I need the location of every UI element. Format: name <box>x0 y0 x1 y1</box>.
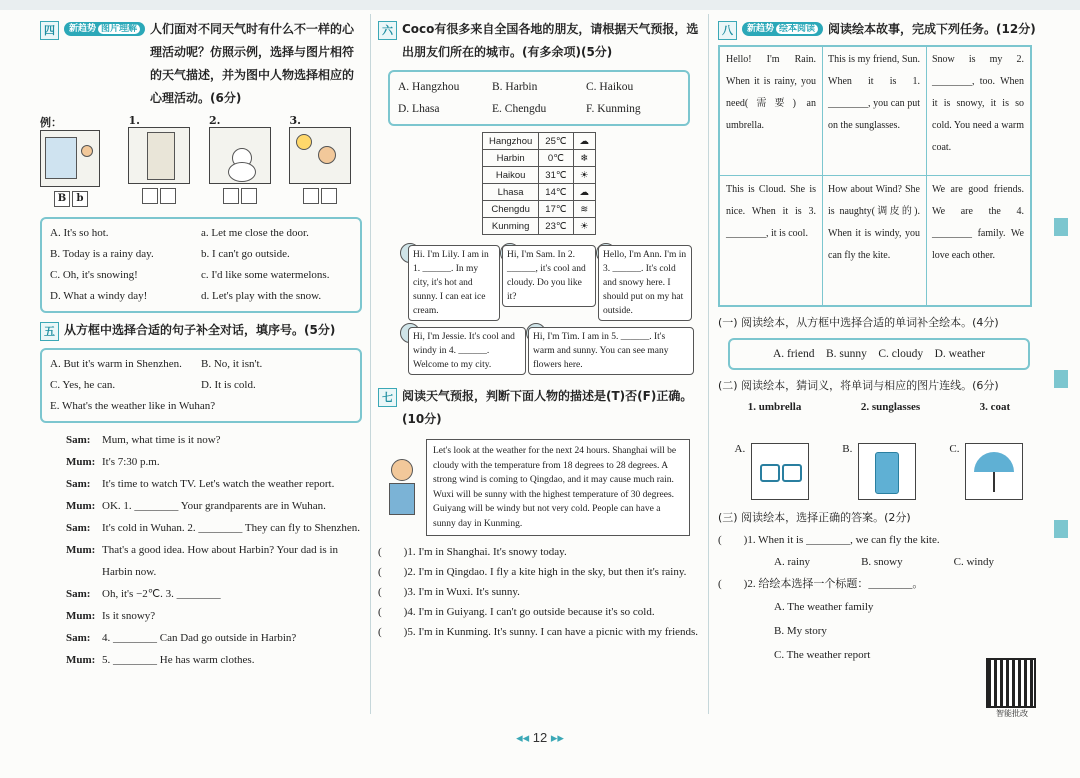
option: C. Yes, he can. <box>50 379 116 391</box>
option: B. My story <box>774 625 827 637</box>
word-options-box: A. friend B. sunny C. cloudy D. weather <box>728 338 1030 370</box>
boy-illustration-icon <box>384 459 418 529</box>
match-words <box>718 397 1040 417</box>
city-options-box <box>388 70 690 126</box>
option: B. snowy <box>861 556 903 568</box>
page-number: ◂◂ 12 ▸▸ <box>516 730 564 745</box>
option: D. What a windy day! <box>50 290 148 302</box>
option: A. rainy <box>774 556 811 568</box>
next-arrow-icon: ▸▸ <box>550 730 564 745</box>
list-item: ( )3. I'm in Wuxi. It's sunny. <box>378 586 520 598</box>
picture-label: C. <box>949 443 960 455</box>
question-1-options <box>774 551 994 573</box>
option: c. I'd like some watermelons. <box>201 269 330 281</box>
section-number: 五 <box>40 322 59 341</box>
section-title: 从方框中选择合适的句子补全对话，填序号。(5分) <box>64 323 336 337</box>
section-7-header <box>378 385 700 431</box>
column-divider <box>708 14 709 714</box>
sunglasses-icon <box>751 443 809 500</box>
table-row: Chengdu 17℃ ≋ <box>482 201 595 218</box>
section-number: 七 <box>378 388 397 407</box>
speech-bubbles <box>378 235 700 385</box>
picture-book <box>718 45 1032 307</box>
table-row: Lhasa 14℃ ☁ <box>482 184 595 201</box>
answer-box[interactable] <box>303 188 319 204</box>
options-box <box>40 217 362 313</box>
coat-icon <box>858 443 916 500</box>
task-2-header: (二) 阅读绘本，猜词义，将单词与相应的图片连线。(6分) <box>718 379 999 392</box>
column-divider <box>370 14 371 714</box>
side-tab <box>1054 520 1068 538</box>
section-number: 八 <box>718 21 737 40</box>
speech-bubble: Hello, I'm Ann. I'm in 3. ______. It's cold and snowy here. I should put on my hat outside. <box>598 245 692 321</box>
book-panel-rain: Hello! I'm Rain. When it is rainy, you need(需要) an umbrella. <box>726 54 816 131</box>
option: d. Let's play with the snow. <box>201 290 322 302</box>
option: F. Kunming <box>586 103 641 115</box>
book-panel-snow: Snow is my 2. ________, too. When it is snowy, it is so cold. You need a warm coat. <box>932 54 1024 153</box>
answer-box[interactable] <box>142 188 158 204</box>
task-1-header: (一) 阅读绘本，从方框中选择合适的单词补全绘本。(4分) <box>718 316 999 329</box>
column-middle <box>378 18 700 642</box>
option: C. windy <box>953 556 994 568</box>
table-row: Kunming 23℃ ☀ <box>482 218 595 235</box>
true-false-list <box>378 542 700 642</box>
dialog-line: Mum: That's a good idea. How about Harbin? Your dad is in Harbin now. <box>66 544 339 578</box>
option: E. What's the weather like in Wuhan? <box>50 400 216 412</box>
side-tab <box>1054 218 1068 236</box>
example-item: 例： B b <box>40 114 120 207</box>
option: b. I can't go outside. <box>201 248 290 260</box>
options-box <box>40 348 362 423</box>
option: a. Let me close the door. <box>201 227 309 239</box>
qr-label: 智能批改 <box>996 709 1028 718</box>
section-4-header <box>40 18 362 110</box>
dialog-line: Sam: Oh, it's −2℃. 3. ________ <box>66 588 221 600</box>
side-tab <box>1054 370 1068 388</box>
answer-box[interactable] <box>241 188 257 204</box>
match-pictures <box>718 443 1040 500</box>
dialog-line: Mum: OK. 1. ________ Your grandparents are in Wuhan. <box>66 500 326 512</box>
list-item: ( )2. I'm in Qingdao. I fly a kite high in the sky, but then it's rainy. <box>378 566 687 578</box>
question-1: ( )1. When it is ________, we can fly the kite. <box>718 534 940 546</box>
answer-box: b <box>72 191 88 207</box>
book-panel-family: We are good friends. We are the 4. ________ family. We love each other. <box>932 184 1024 261</box>
section-5-header <box>40 319 362 342</box>
book-panel-sun: This is my friend, Sun. When it is 1. ________, you can put on the sunglasses. <box>828 54 920 131</box>
picture-label: B. <box>842 443 853 455</box>
cloud-icon: ☁ <box>573 133 596 150</box>
cloud-icon: ☁ <box>573 184 596 201</box>
option: B. Harbin <box>492 81 538 93</box>
dialog <box>66 429 362 671</box>
dialog-line: Mum: 5. ________ He has warm clothes. <box>66 654 255 666</box>
task-3-header: (三) 阅读绘本，选择正确的答案。(2分) <box>718 511 911 524</box>
dialog-line: Sam: Mum, what time is it now? <box>66 434 221 446</box>
option: B. No, it isn't. <box>201 358 263 370</box>
option: C. The weather report <box>774 649 871 661</box>
section-title: 阅读天气预报，判断下面人物的描述是(T)否(F)正确。(10分) <box>402 389 693 426</box>
option: A. Hangzhou <box>398 81 460 93</box>
umbrella-icon <box>965 443 1023 500</box>
section-number: 四 <box>40 21 59 40</box>
speech-bubble: Hi, I'm Tim. I am in 5. ______. It's warm and sunny. You can see many flowers here. <box>528 327 694 375</box>
list-item: ( )1. I'm in Shanghai. It's snowy today. <box>378 546 567 558</box>
speech-bubble: Hi, I'm Jessie. It's cool and windy in 4. ______. Welcome to my city. <box>408 327 526 375</box>
wind-icon: ≋ <box>573 201 596 218</box>
picture-item-1: 1. <box>128 114 201 204</box>
prev-arrow-icon: ◂◂ <box>516 730 530 745</box>
new-trend-badge: 新趋势 绘本阅读 <box>742 22 823 36</box>
snow-icon: ❄ <box>573 150 596 167</box>
top-margin-bar <box>0 0 1080 10</box>
option: D. Lhasa <box>398 103 440 115</box>
book-panel-cloud: This is Cloud. She is nice. When it is 3. ________, it is cool. <box>726 184 816 239</box>
table-row: Hangzhou 25℃ ☁ <box>482 133 595 150</box>
section-6-header <box>378 18 700 64</box>
table-row: Haikou 31℃ ☀ <box>482 167 595 184</box>
weather-table <box>482 132 596 235</box>
picture-row <box>40 114 362 207</box>
question-2: ( )2. 给绘本选择一个标题：________。 <box>718 578 924 590</box>
answer-box[interactable] <box>321 188 337 204</box>
option: A. But it's warm in Shenzhen. <box>50 358 182 370</box>
picture-item-2: 2. <box>209 114 282 204</box>
picture-label: A. <box>734 443 746 455</box>
option: E. Chengdu <box>492 103 547 115</box>
match-word: 3. coat <box>979 401 1011 413</box>
answer-box[interactable] <box>160 188 176 204</box>
column-right <box>718 18 1040 667</box>
match-word: 2. sunglasses <box>860 401 921 413</box>
answer-box[interactable] <box>223 188 239 204</box>
question-2-options <box>774 595 1040 667</box>
list-item: ( )4. I'm in Guiyang. I can't go outside because it's so cold. <box>378 606 655 618</box>
speech-bubble: Hi. I'm Lily. I am in 1. ______. In my city, it's hot and sunny. I can eat ice cream. <box>408 245 500 321</box>
section-8-header <box>718 18 1040 41</box>
speech-bubble: Hi, I'm Sam. In 2. ______, it's cool and cloudy. Do you like it? <box>502 245 596 307</box>
dialog-line: Sam: It's cold in Wuhan. 2. ________ They can fly to Shenzhen. <box>66 522 361 534</box>
option: A. It's so hot. <box>50 227 109 239</box>
section-title: Coco有很多来自全国各地的朋友，请根据天气预报，选出朋友们所在的城市。(有多余项)(5分) <box>402 22 699 59</box>
option: C. Haikou <box>586 81 634 93</box>
book-panel-wind: How about Wind? She is naughty(调皮的). When it is windy, you can fly the kite. <box>828 184 920 261</box>
dialog-line: Sam: 4. ________ Can Dad go outside in Harbin? <box>66 632 297 644</box>
option: C. Oh, it's snowing! <box>50 269 138 281</box>
section-title: 阅读绘本故事，完成下列任务。(12分) <box>828 22 1036 36</box>
example-picture-window-rain <box>40 130 100 187</box>
new-trend-badge: 新趋势 图片理解 <box>64 22 145 36</box>
sun-icon: ☀ <box>573 218 596 235</box>
option: B. Today is a rainy day. <box>50 248 154 260</box>
forecast-text: Let's look at the weather for the next 24 hours. Shanghai will be cloudy with the temperature from 18 degrees to 28 degrees. A strong wind is coming to Qingdao, and it may cause much rain. Wuxi will be sunny with the highest temperature of 30 degrees. Guiyang will be windy but not very cold. People can have a sunny day in Kunming. <box>426 439 690 536</box>
forecast-area <box>378 439 700 536</box>
table-row: Harbin 0℃ ❄ <box>482 150 595 167</box>
picture-snowman <box>209 127 271 184</box>
option: A. The weather family <box>774 601 874 613</box>
dialog-line: Mum: Is it snowy? <box>66 610 156 622</box>
dialog-line: Mum: It's 7:30 p.m. <box>66 456 160 468</box>
picture-item-3: 3. <box>289 114 362 204</box>
section-number: 六 <box>378 21 397 40</box>
qr-code-icon[interactable] <box>986 658 1036 708</box>
picture-sun-hot <box>289 127 351 184</box>
section-title: 人们面对不同天气时有什么不一样的心理活动呢？仿照示例，选择与图片相符的天气描述，并为图中人物选择相应的心理活动。(6分) <box>150 22 355 105</box>
answer-box: B <box>54 191 70 207</box>
column-left <box>40 18 362 671</box>
list-item: ( )5. I'm in Kunming. It's sunny. I can have a picnic with my friends. <box>378 626 699 638</box>
picture-door-wind <box>128 127 190 184</box>
option: D. It is cold. <box>201 379 256 391</box>
dialog-line: Sam: It's time to watch TV. Let's watch the weather report. <box>66 478 335 490</box>
sun-icon: ☀ <box>573 167 596 184</box>
match-word: 1. umbrella <box>747 401 802 413</box>
